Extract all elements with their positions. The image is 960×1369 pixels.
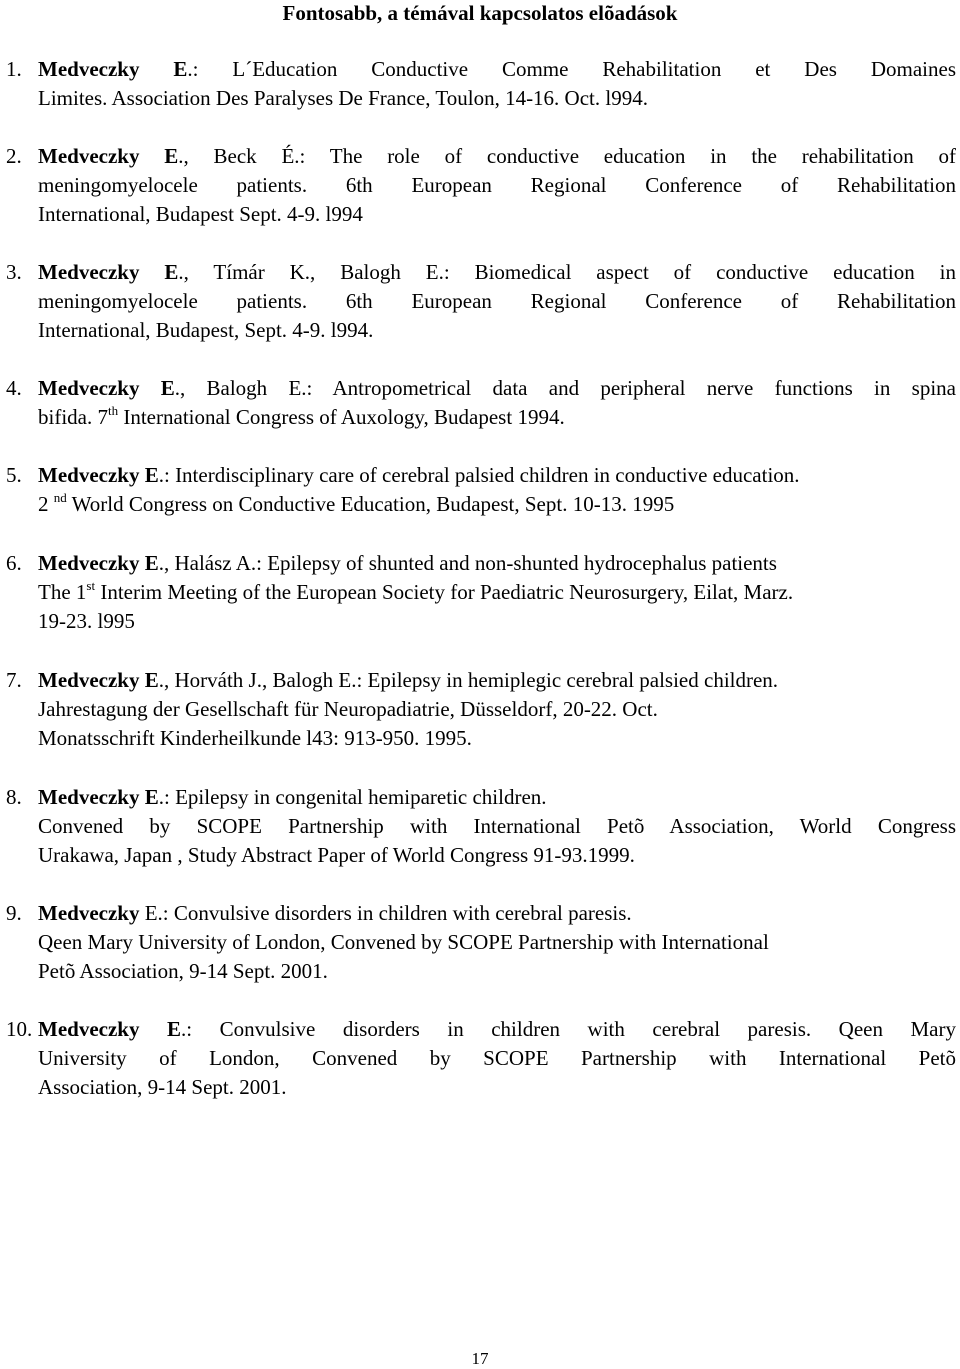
item-line: The 1st Interim Meeting of the European Society for Paediatric Neurosurgery, Eilat, Marz. — [38, 578, 794, 604]
item-author: Medveczky E — [38, 463, 159, 487]
item-number: 4. — [6, 376, 22, 400]
item-line: Medveczky E., Horváth J., Balogh E.: Epilepsy in hemiplegic cerebral palsied children. — [38, 668, 779, 692]
item-line: Limites. Association Des Paralyses De France, Toulon, 14-16. Oct. l994. — [38, 86, 648, 110]
item-body — [38, 899, 956, 986]
item-line: meningomyelocele patients. 6th European Regional Conference of Rehabilitation — [38, 173, 956, 197]
item-line: meningomyelocele patients. 6th European Regional Conference of Rehabilitation — [38, 289, 956, 313]
item-author: Medveczky E — [38, 1017, 182, 1041]
item-number: 5. — [6, 463, 22, 487]
item-author: Medveczky — [38, 901, 140, 925]
item-line: International, Budapest Sept. 4-9. l994 — [38, 202, 363, 226]
item-author: Medveczky E — [38, 376, 175, 400]
item-body — [38, 461, 956, 519]
item-number: 1. — [6, 57, 22, 81]
item-number: 10. — [6, 1017, 33, 1041]
item-body — [38, 1015, 956, 1102]
item-line: Convened by SCOPE Partnership with International Petõ Association, World Congress — [38, 814, 956, 838]
item-line: Medveczky E., Beck É.: The role of conductive education in the rehabilitation of — [38, 144, 956, 168]
item-line: Medveczky E., Halász A.: Epilepsy of shunted and non-shunted hydrocephalus patients — [38, 551, 777, 575]
item-line: Qeen Mary University of London, Convened by SCOPE Partnership with International — [38, 930, 769, 954]
item-author: Medveczky E — [38, 551, 159, 575]
item-line: 19-23. l995 — [38, 609, 135, 633]
page-number: 17 — [471, 1349, 489, 1368]
item-body — [38, 55, 956, 113]
item-line: Jahrestagung der Gesellschaft für Neuropadiatrie, Düsseldorf, 20-22. Oct. — [38, 697, 658, 721]
item-line: Medveczky E., Balogh E.: Antropometrical data and peripheral nerve functions in spina — [38, 376, 956, 400]
item-line: International, Budapest, Sept. 4-9. l994. — [38, 318, 374, 342]
item-line: Association, 9-14 Sept. 2001. — [38, 1075, 287, 1099]
item-line: Medveczky E., Tímár K., Balogh E.: Biomedical aspect of conductive education in — [38, 260, 956, 284]
item-number: 2. — [6, 144, 22, 168]
item-line: 2 $^{nd}$ World Congress on Conductive Education, Budapest, Sept. 10-13. 1995 — [38, 490, 675, 516]
item-number: 3. — [6, 260, 22, 284]
item-body — [38, 549, 956, 636]
item-line: Medveczky E.: Epilepsy in congenital hemiparetic children. — [38, 785, 547, 809]
item-line: University of London, Convened by SCOPE Partnership with International Petõ — [38, 1046, 956, 1070]
item-body — [38, 374, 956, 432]
item-author: Medveczky E — [38, 785, 159, 809]
item-body — [38, 783, 956, 870]
item-author-initial: E — [173, 57, 188, 81]
item-number: 7. — [6, 668, 22, 692]
item-author: Medveczky E — [38, 260, 179, 284]
item-number: 8. — [6, 785, 22, 809]
item-line: Medveczky E.: Interdisciplinary care of cerebral palsied children in conductive education. — [38, 463, 800, 487]
item-author: Medveczky E — [38, 668, 159, 692]
item-line: Medveczky E.: Convulsive disorders in children with cerebral paresis. Qeen Mary — [38, 1017, 956, 1041]
item-body — [38, 258, 956, 345]
page-title: Fontosabb, a témával kapcsolatos elõadások — [282, 1, 678, 25]
item-body — [38, 142, 956, 229]
item-author: Medveczky — [38, 57, 140, 81]
item-number: 9. — [6, 901, 22, 925]
item-line: Medveczky E.: Convulsive disorders in children with cerebral paresis. — [38, 901, 632, 925]
item-author: Medveczky E — [38, 144, 179, 168]
item-line: Monatsschrift Kinderheilkunde l43: 913-950. 1995. — [38, 726, 472, 750]
item-line: Urakawa, Japan , Study Abstract Paper of World Congress 91-93.1999. — [38, 843, 635, 867]
item-number: 6. — [6, 551, 22, 575]
item-body — [38, 666, 956, 753]
item-line: Petõ Association, 9-14 Sept. 2001. — [38, 959, 328, 983]
item-line: Medveczky E.: L´Education Conductive Comme Rehabilitation et Des Domaines — [38, 57, 957, 81]
item-line: bifida. 7th International Congress of Auxology, Budapest 1994. — [38, 403, 565, 429]
